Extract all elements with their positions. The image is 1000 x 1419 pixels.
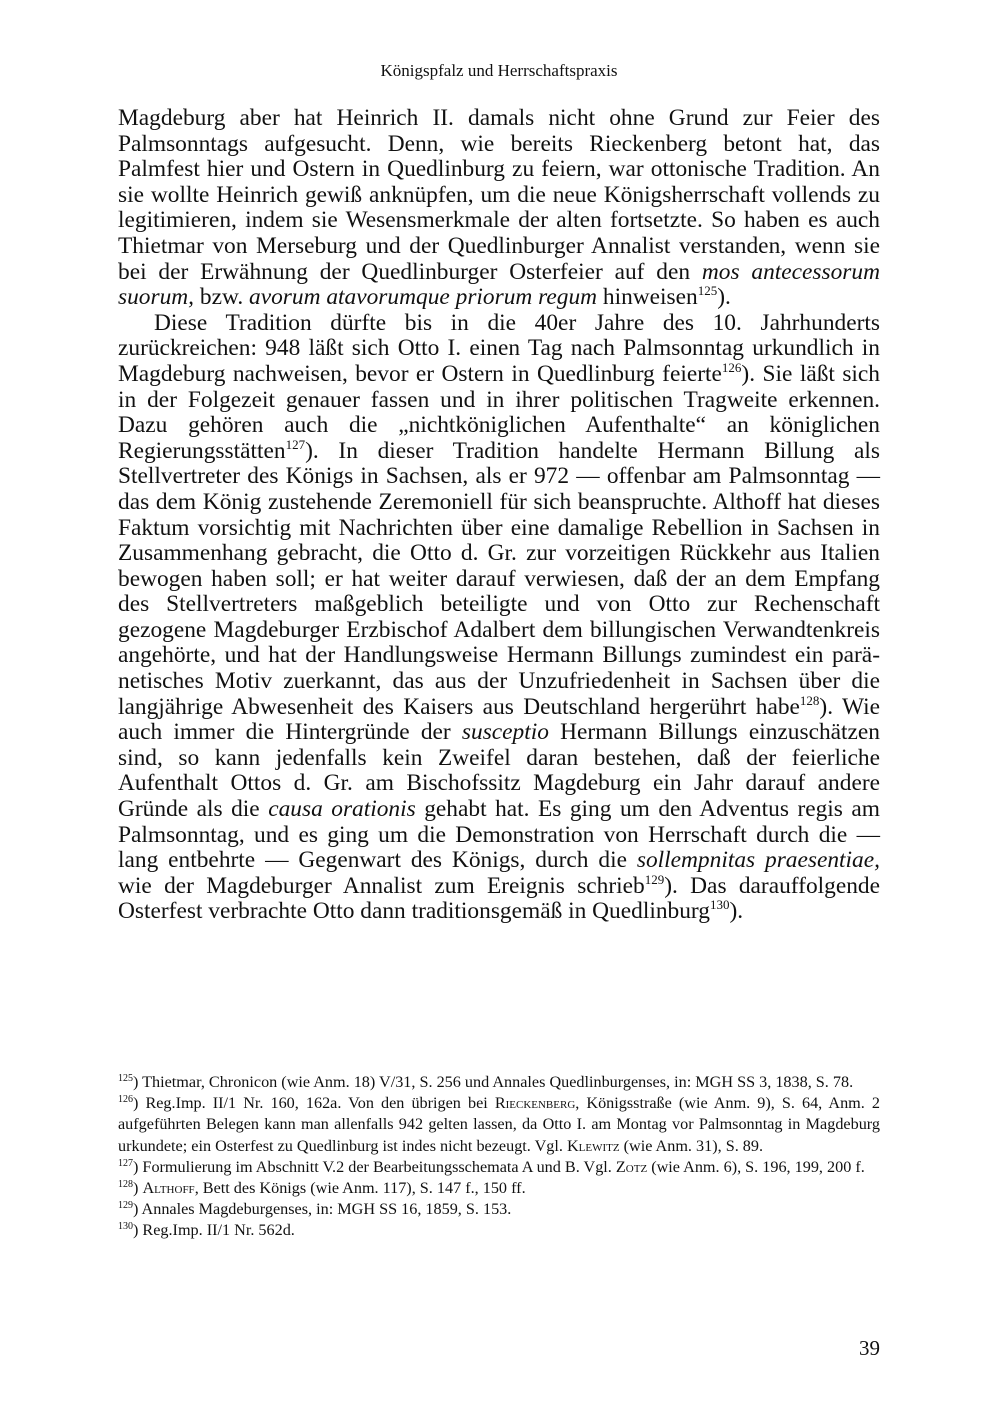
text-run: Magdeburg aber hat Heinrich II. damals nicht ohne Grund zur Feier des Palmsonntags aufgesucht. Denn, wie bereits Rieckenberg betont hat, das Palmfest hier und Ostern in Quedlinburg zu feiern, war ottonische Tradition. An sie wollte Heinrich gewiß anknüpfen, um die neue Königsherrschaft vollends zu legitimieren, indem sie Wesensmerkmale der alten fortsetzte. So haben es auch Thietmar von Merseburg und der Quedlinburger Annalist verstanden, wenn sie bei der Erwähnung der Quedlinburger Osterfeier auf den [118,105,880,285]
footnote-number: 125 [118,1073,133,1084]
text-run: hinweisen [597,284,698,311]
footnote-reference: 128 [799,692,820,708]
text-run: ). In dieser Tradition handelte Hermann Billung als Stellvertreter des Königs in Sachsen, als er 972 — offenbar am Palmsonntag — das dem König zustehende Zeremoniell für sich beanspruchte. Althoff hat dieses Faktum vorsichtig mit Nachrichten über eine damalige Rebellion in Sachsen in Zusammenhang gebracht, die Otto d. Gr. zur vorzeitigen Rückkehr aus Italien bewogen haben soll; er hat weiter darauf verwiesen, daß der an dem Empfang des Stellvertreters maßgeblich beteiligte und von Otto zur Rechenschaft gezogene Magdeburger Erzbischof Adalbert dem billungischen Verwandtenkreis angehörte, und hat der Handlungsweise Hermann Billungs zumindest ein paränetisches Motiv zuerkannt, das aus der Unzufriedenheit in Sachsen über die langjährige Abwesenheit des Kaisers aus Deutschland hergerührt habe [118,437,880,720]
author-name: Rieckenberg [494,1094,576,1113]
footnote-reference: 125 [697,283,718,299]
text-run: Hermann Billungs einzuschätzen sind, so kann jedenfalls kein Zweifel daran bestehen, daß der feierliche Aufenthalt Ottos d. Gr. am Bischofssitz Magdeburg ein Jahr darauf andere Gründe als die [118,719,881,823]
footnote-reference: 129 [644,871,665,887]
text-run: wie der Magdeburger Annalist zum Ereignis schrieb [118,872,645,899]
footnote [118,1157,880,1178]
text-run: (wie Anm. 31), S. 89. [619,1136,764,1155]
footnote [118,1178,880,1199]
text-run: , Königsstraße (wie Anm. 9), S. 64, Anm. 2 aufgeführten Belegen kann man allenfalls 942 gelten lassen, da Otto I. am Montag vor Palmsonntag in Magdeburg urkundete; ein Osterfest zu Quedlinburg ist indes nicht bezeugt. Vgl. [118,1094,880,1155]
text-run: ) Reg.Imp. II/1 Nr. 562d. [133,1221,295,1240]
footnotes [118,1072,880,1242]
author-name: Zotz [615,1157,648,1176]
footnote-number: 127 [118,1157,133,1169]
footnote-number: 129 [118,1200,133,1212]
author-name: Klewitz [566,1136,620,1155]
text-run: (wie Anm. 6), S. 196, 199, 200 f. [647,1157,865,1176]
footnote [118,1220,880,1241]
text-run: ) Formulierung im Abschnitt V.2 der Bearbeitungsschemata A und B. Vgl. [133,1157,616,1176]
page-number: 39 [859,1336,880,1360]
italic-text: mos antecessorum suorum, [118,258,880,311]
text-run: bzw. [194,284,250,311]
body-text [118,106,880,925]
italic-text: avorum atavorumque priorum regum [249,284,598,311]
footnote-reference: 127 [285,436,306,452]
footnote-number: 126 [118,1094,133,1106]
text-run: ). [717,284,731,311]
body-paragraph [118,106,880,311]
footnote-number: 128 [118,1179,133,1191]
italic-text: sollempnitas praesentiae, [636,847,880,874]
text-run: ). Wie auch immer die Hintergründe der [118,693,880,746]
body-paragraph [118,311,880,925]
footnote-reference: 130 [709,897,730,913]
footnote [118,1199,880,1220]
text-run: ) Reg.Imp. II/1 Nr. 160, 162a. Von den übrigen bei [133,1094,495,1113]
footnote-reference: 126 [721,359,742,375]
text-run: ). Das darauffolgende Osterfest verbrachte Otto dann traditionsgemäß in Quedlinburg [118,872,880,925]
text-run: gehabt hat. Es ging um den Adventus regis am Palmsonntag, und es ging um die Demonstration von Herrschaft durch die — lang entbehrte — Gegenwart des Königs, durch die [118,796,880,874]
text-run: ). [729,898,744,925]
footnote [118,1093,880,1157]
text-run: ) Thietmar, Chronicon (wie Anm. 18) V/31, S. 256 und Annales Quedlinburgenses, in: MGH SS 3, 1838, S. 78. [133,1073,854,1091]
author-name: Althoff [142,1179,195,1198]
italic-text: susceptio [461,719,549,746]
text-run: , Bett des Königs (wie Anm. 117), S. 147 f., 150 ff. [194,1179,526,1198]
footnote [118,1072,880,1093]
text-run: ) [133,1179,143,1198]
footnote-number: 130 [118,1221,133,1233]
running-head: Königspfalz und Herrschaftspraxis [380,61,618,80]
text-run: ) Annales Magdeburgenses, in: MGH SS 16, 1859, S. 153. [133,1200,512,1219]
italic-text: causa orationis [268,796,416,823]
text-run: ). Sie läßt sich in der Folgezeit genauer fassen und in ihrer politischen Tragweite erkennen. Dazu gehören auch die „nichtköniglichen Aufenthalte“ an königlichen Regierungsstätten [118,360,881,464]
text-run: Diese Tradition dürfte bis in die 40er Jahre des 10. Jahrhunderts zurückreichen: 948 läßt sich Otto I. einen Tag nach Palmsonntag urkundlich in Magdeburg nachweisen, bevor er Ostern in Quedlinburg feierte [118,309,880,387]
